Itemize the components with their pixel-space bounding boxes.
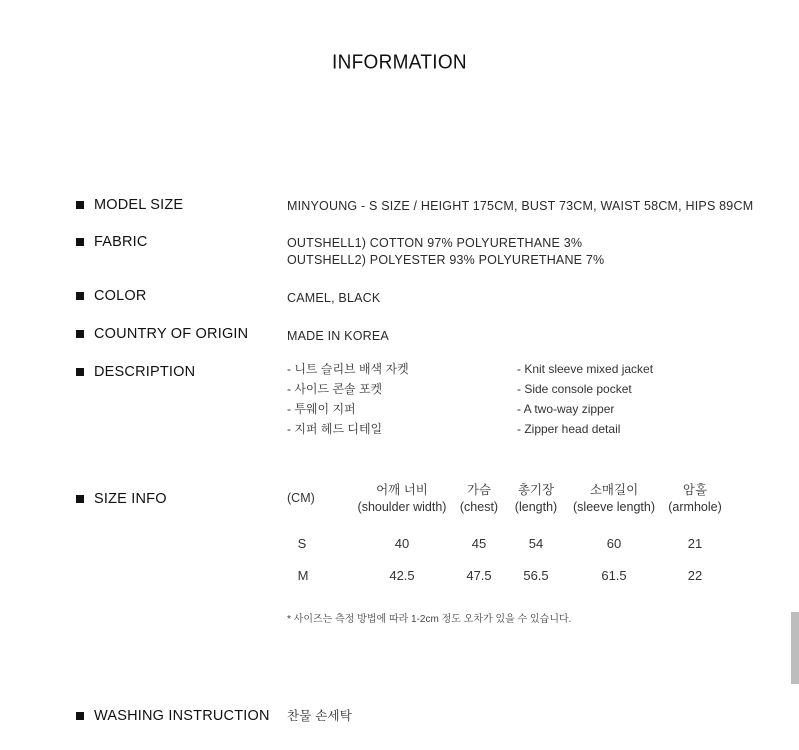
bullet-icon xyxy=(76,330,84,338)
model-size-label: MODEL SIZE xyxy=(94,197,184,213)
description-korean-item: - 니트 슬리브 배색 자켓 xyxy=(287,362,409,376)
size-column-header xyxy=(350,482,454,516)
size-column-en: (chest) xyxy=(459,500,499,514)
size-cell: 42.5 xyxy=(389,568,415,583)
size-column-header xyxy=(568,482,660,516)
color-label-row xyxy=(76,288,147,304)
size-column-header xyxy=(508,482,564,516)
size-cell: 45 xyxy=(471,536,487,551)
size-unit: (CM) xyxy=(287,491,315,505)
color-label: COLOR xyxy=(94,288,147,304)
size-column-ko: 총기장 xyxy=(517,483,555,497)
bullet-icon xyxy=(76,238,84,246)
bullet-icon xyxy=(76,495,84,503)
description-label: DESCRIPTION xyxy=(94,364,196,380)
size-column-en: (sleeve length) xyxy=(573,500,655,514)
description-korean-item: - 지퍼 헤드 디테일 xyxy=(287,422,383,436)
description-korean-item: - 투웨이 지퍼 xyxy=(287,402,356,416)
bullet-icon xyxy=(76,368,84,376)
size-cell: 61.5 xyxy=(601,568,627,583)
origin-value: MADE IN KOREA xyxy=(287,329,389,343)
size-column-ko: 암홀 xyxy=(682,483,708,497)
description-english-item: - Side console pocket xyxy=(517,382,632,396)
size-cell: 47.5 xyxy=(466,568,492,583)
origin-label-row xyxy=(76,326,248,342)
description-english-item: - A two-way zipper xyxy=(517,402,615,416)
size-column-en: (length) xyxy=(514,500,558,514)
size-column-en: (shoulder width) xyxy=(357,500,447,514)
size-info-label-row xyxy=(76,491,167,507)
size-row-label: M xyxy=(297,568,309,583)
description-english-item: - Knit sleeve mixed jacket xyxy=(517,362,654,376)
size-cell: 60 xyxy=(606,536,622,551)
size-row-label: S xyxy=(297,536,307,551)
model-size-label-row xyxy=(76,197,183,213)
size-cell: 54 xyxy=(528,536,544,551)
size-column-header xyxy=(664,482,726,516)
washing-label-row xyxy=(76,708,270,724)
size-column-ko: 가슴 xyxy=(466,483,492,497)
size-column-en: (armhole) xyxy=(668,500,722,514)
size-cell: 56.5 xyxy=(523,568,549,583)
size-cell: 40 xyxy=(394,536,410,551)
description-korean-list xyxy=(287,359,409,439)
fabric-line-2: OUTSHELL2) POLYESTER 93% POLYURETHANE 7% xyxy=(287,253,605,267)
bullet-icon xyxy=(76,201,84,209)
size-column-header xyxy=(454,482,504,516)
fabric-line-1: OUTSHELL1) COTTON 97% POLYURETHANE 3% xyxy=(287,236,583,250)
fabric-label: FABRIC xyxy=(94,234,148,250)
model-size-value: MINYOUNG - S SIZE / HEIGHT 175CM, BUST 73CM, WAIST 58CM, HIPS 89CM xyxy=(287,199,754,213)
washing-label: WASHING INSTRUCTION xyxy=(94,708,270,724)
bullet-icon xyxy=(76,712,84,720)
size-cell: 22 xyxy=(687,568,703,583)
washing-value: 찬물 손세탁 xyxy=(287,709,353,723)
size-info-label: SIZE INFO xyxy=(94,491,167,507)
description-korean-item: - 사이드 콘솔 포켓 xyxy=(287,382,383,396)
size-column-ko: 소매길이 xyxy=(589,483,639,497)
page-title: INFORMATION xyxy=(332,51,467,74)
size-cell: 21 xyxy=(687,536,703,551)
fabric-label-row xyxy=(76,234,148,250)
color-value: CAMEL, BLACK xyxy=(287,291,381,305)
origin-label: COUNTRY OF ORIGIN xyxy=(94,326,249,342)
size-column-ko: 어깨 너비 xyxy=(376,483,428,497)
description-label-row xyxy=(76,364,195,380)
scrollbar-thumb[interactable] xyxy=(791,612,799,684)
description-english-item: - Zipper head detail xyxy=(517,422,621,436)
description-english-list xyxy=(517,359,653,439)
bullet-icon xyxy=(76,292,84,300)
size-note: * 사이즈는 측정 방법에 따라 1-2cm 정도 오차가 있을 수 있습니다. xyxy=(287,614,572,625)
